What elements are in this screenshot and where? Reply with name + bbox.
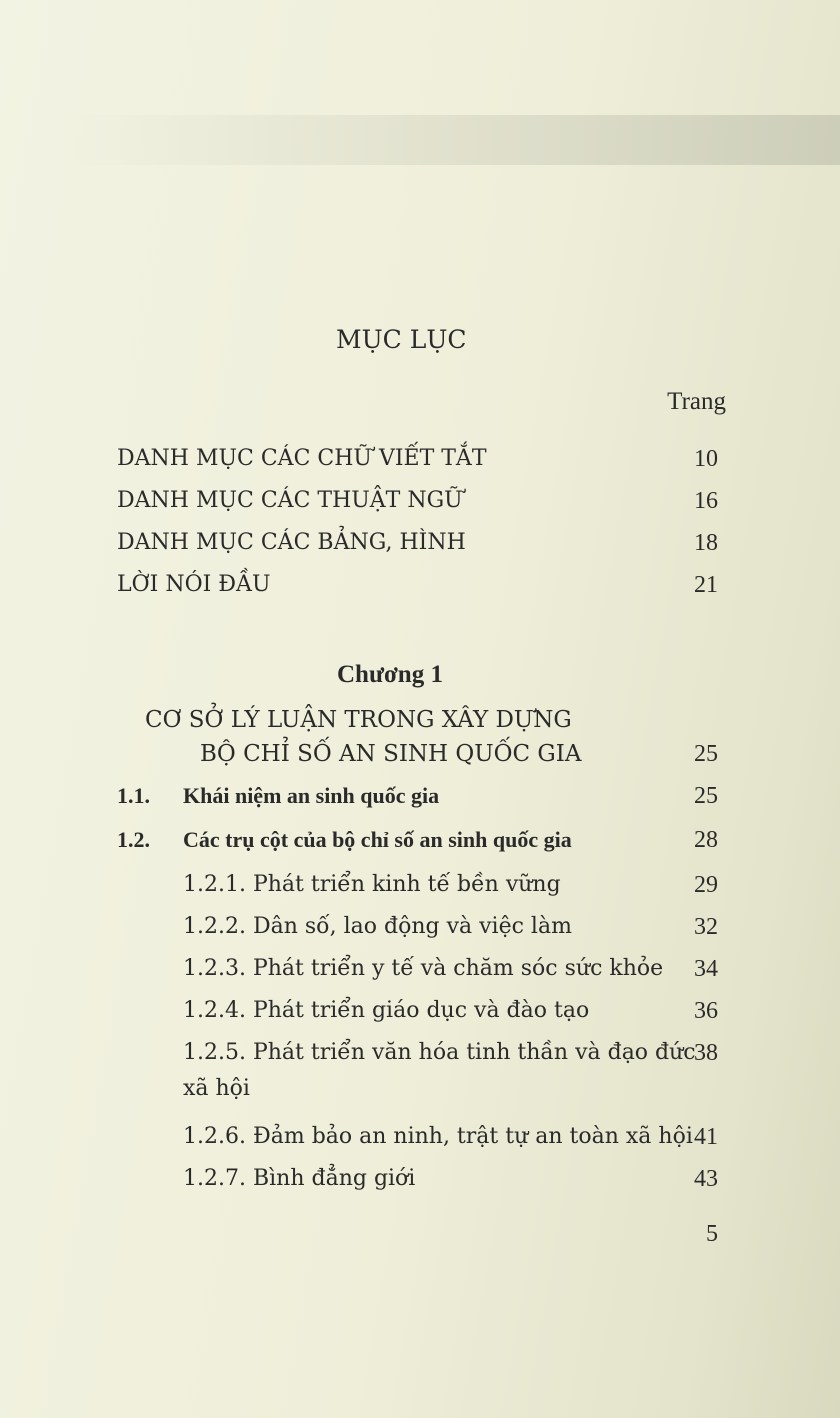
toc-page: 10 — [694, 446, 718, 472]
chapter-label: Chương 1 — [337, 661, 443, 688]
toc-page: 16 — [694, 488, 718, 514]
page-number: 5 — [706, 1221, 718, 1247]
chapter-title-line1: CƠ SỞ LÝ LUẬN TRONG XÂY DỰNG — [145, 707, 572, 733]
section-number: 1.1. — [117, 783, 150, 808]
subsection-page: 41 — [694, 1124, 718, 1150]
subsection-page: 29 — [694, 872, 718, 898]
subsection-page: 43 — [694, 1166, 718, 1192]
toc-entry: LỜI NÓI ĐẦU — [117, 572, 271, 597]
scan-shadow — [60, 115, 840, 165]
toc-entry: DANH MỤC CÁC THUẬT NGỮ — [117, 488, 463, 513]
subsection-page: 32 — [694, 914, 718, 940]
subsection-page: 36 — [694, 998, 718, 1024]
chapter-title-line2: BỘ CHỈ SỐ AN SINH QUỐC GIA — [200, 741, 582, 767]
subsection-label: 1.2.7. Bình đẳng giới — [183, 1166, 416, 1191]
toc-page: 18 — [694, 530, 718, 556]
subsection-label: 1.2.3. Phát triển y tế và chăm sóc sức khỏe — [183, 956, 664, 981]
toc-page: 21 — [694, 572, 718, 598]
subsection-page: 38 — [694, 1040, 718, 1066]
section-label: Khái niệm an sinh quốc gia — [183, 783, 440, 808]
chapter-page: 25 — [694, 741, 718, 767]
subsection-label-cont: xã hội — [183, 1076, 250, 1101]
subsection-label: 1.2.4. Phát triển giáo dục và đào tạo — [183, 998, 590, 1023]
section-page: 25 — [694, 783, 718, 809]
section-page: 28 — [694, 827, 718, 853]
toc-entry: DANH MỤC CÁC BẢNG, HÌNH — [117, 530, 466, 555]
subsection-label: 1.2.5. Phát triển văn hóa tinh thần và đạo đức — [183, 1040, 696, 1065]
subsection-page: 34 — [694, 956, 718, 982]
toc-entry: DANH MỤC CÁC CHỮ VIẾT TẮT — [117, 446, 487, 471]
subsection-label: 1.2.2. Dân số, lao động và việc làm — [183, 914, 572, 939]
section-number: 1.2. — [117, 827, 150, 852]
subsection-label: 1.2.1. Phát triển kinh tế bền vững — [183, 872, 561, 897]
page-column-label: Trang — [667, 388, 726, 415]
subsection-label: 1.2.6. Đảm bảo an ninh, trật tự an toàn xã hội — [183, 1124, 693, 1149]
toc-title: MỤC LỤC — [336, 325, 467, 354]
section-label: Các trụ cột của bộ chỉ số an sinh quốc gia — [183, 827, 572, 852]
